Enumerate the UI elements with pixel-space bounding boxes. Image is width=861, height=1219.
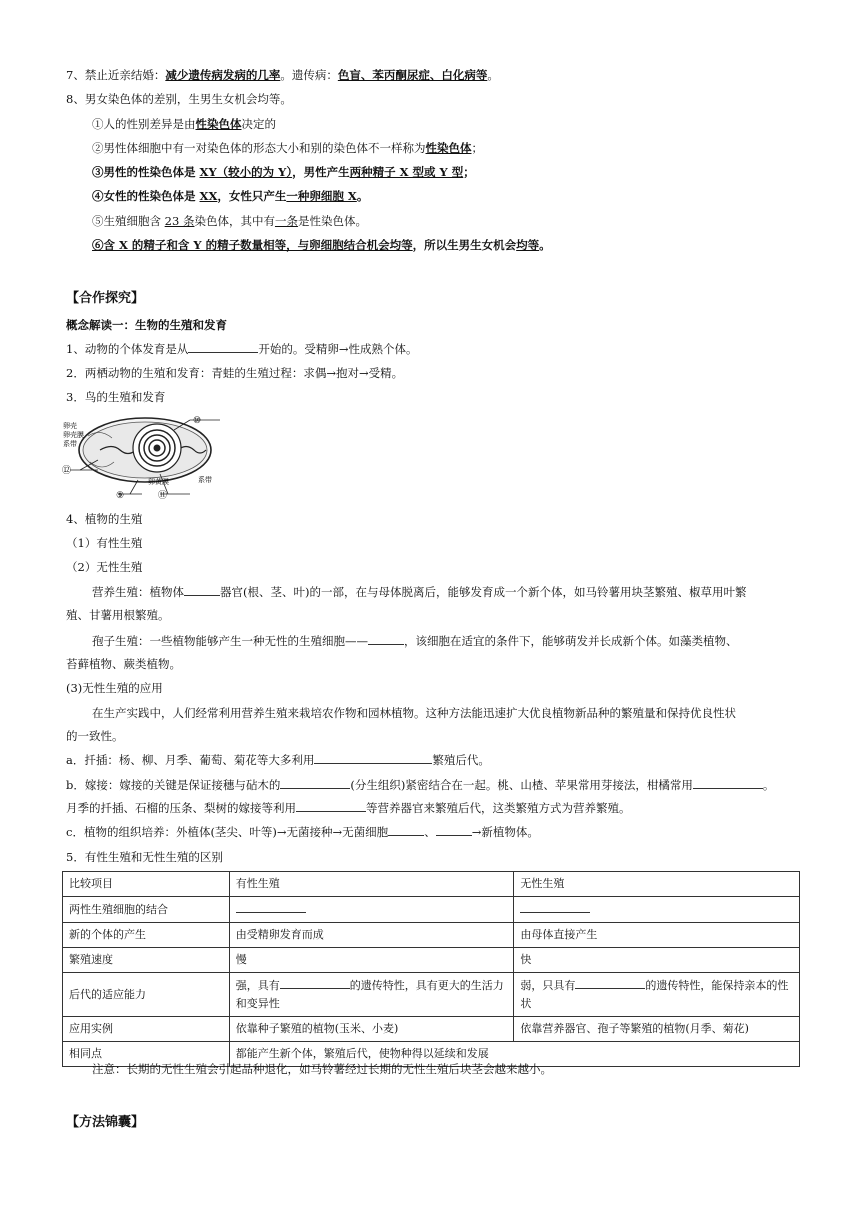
sub-5-answer-2: 一条 xyxy=(274,214,298,228)
sub-5 xyxy=(92,212,367,230)
sub-3-answer-1: XY（较小的为 Y） xyxy=(199,165,293,179)
item-7 xyxy=(66,66,499,84)
label-12: ⑫ xyxy=(62,466,72,476)
sub-4 xyxy=(92,187,368,205)
tissue-culture-sep: 、 xyxy=(424,825,436,839)
sub-5-mid: 染色体，其中有 xyxy=(194,214,275,228)
table-cell: 新的个体的产生 xyxy=(63,923,230,948)
label-10: ⑩ xyxy=(193,416,202,426)
blank[interactable] xyxy=(520,900,590,913)
blank[interactable] xyxy=(693,776,763,789)
spore-reproduction xyxy=(92,632,738,650)
blank[interactable] xyxy=(280,776,350,789)
section-heading-hezuo: 【合作探究】 xyxy=(66,291,145,306)
table-cell: 繁殖速度 xyxy=(63,948,230,973)
item-7-answer-a: 减少遗传病发病的几率 xyxy=(165,68,281,82)
tissue-culture xyxy=(66,823,539,841)
item-8: 8、男女染色体的差别，生男生女机会均等。 xyxy=(66,92,292,106)
table-row xyxy=(63,897,800,923)
sub-3-mid: ，男性产生 xyxy=(292,165,350,179)
para-5: 5．有性生殖和无性生殖的区别 xyxy=(66,850,223,864)
label-11: ⑪ xyxy=(158,491,168,501)
table-cell xyxy=(229,973,514,1017)
sub-6 xyxy=(92,236,551,254)
grafting-mid: (分生组织)紧密结合在一起。桃、山楂、苹果常用芽接法，柑橘常用 xyxy=(350,778,693,792)
label-shell: 卵壳 xyxy=(63,422,77,430)
veg-post: 器官(根、茎、叶)的一部，在与母体脱离后，能够发育成一个新个体，如马铃薯用块茎繁殖、椒草用叶繁 xyxy=(220,585,747,599)
blank[interactable] xyxy=(280,976,350,989)
blank[interactable] xyxy=(436,823,472,836)
table-cell: 相同点 xyxy=(63,1042,230,1067)
para-3: 3．鸟的生殖和发育 xyxy=(66,390,166,404)
table-cell: 无性生殖 xyxy=(514,872,800,897)
table-cell: 依靠营养器官、孢子等繁殖的植物(月季、菊花) xyxy=(514,1017,800,1042)
sub-2-pre: ②男性体细胞中有一对染色体的形态大小和别的染色体不一样称为 xyxy=(92,141,426,155)
table-row xyxy=(63,1017,800,1042)
sub-3-post: ； xyxy=(463,165,475,179)
item-7-prefix: 7、禁止近亲结婚： xyxy=(66,68,166,82)
table-row xyxy=(63,948,800,973)
blank[interactable] xyxy=(314,751,432,764)
concept-heading: 概念解读一：生物的生殖和发育 xyxy=(66,318,227,332)
label-9: ⑨ xyxy=(116,491,125,501)
sub-3-answer-2: 两种精子 X 型或 Y 型 xyxy=(349,165,464,179)
sub-5-pre: ⑤生殖细胞含 xyxy=(92,214,165,228)
sub-4-mid: ，女性只产生 xyxy=(217,189,287,203)
grafting-cont-pre: 月季的扦插、石榴的压条、梨树的嫁接等利用 xyxy=(66,801,296,815)
cutting-pre: a．扦插：杨、柳、月季、葡萄、菊花等大多利用 xyxy=(66,753,315,767)
sub-2 xyxy=(92,139,483,157)
sub-3-pre: ③男性的性染色体是 xyxy=(92,165,200,179)
sub-2-answer: 性染色体 xyxy=(425,141,472,155)
table-cell: 快 xyxy=(514,948,800,973)
spore-pre: 孢子生殖：一些植物能够产生一种无性的生殖细胞—— xyxy=(92,634,368,648)
cell-text: 弱，只具有 xyxy=(520,979,576,992)
blank[interactable] xyxy=(575,976,645,989)
table-cell: 由母体直接产生 xyxy=(514,923,800,948)
label-shell-membrane: 卵壳膜 xyxy=(63,431,84,439)
sub-6-answer-1: ⑥含 X 的精子和含 Y 的精子数量相等，与卵细胞结合机会均等 xyxy=(92,238,413,252)
blank[interactable] xyxy=(388,823,424,836)
para-4-1: （1）有性生殖 xyxy=(66,536,143,550)
grafting-pre: b．嫁接：嫁接的关键是保证接穗与砧木的 xyxy=(66,778,281,792)
grafting-end: 。 xyxy=(762,778,775,792)
sub-1-post: 决定的 xyxy=(241,117,276,131)
sub-1-answer: 性染色体 xyxy=(195,117,242,131)
label-chalaza: 系带 xyxy=(198,476,212,484)
spore-post: ，该细胞在适宜的条件下，能够萌发并长成新个体。如藻类植物、 xyxy=(404,634,738,648)
sub-4-post: 。 xyxy=(356,189,369,203)
item-7-answer-b: 色盲、苯丙酮尿症、白化病等 xyxy=(337,68,488,82)
tissue-culture-post: →新植物体。 xyxy=(471,825,539,839)
blank[interactable] xyxy=(236,900,306,913)
blank[interactable] xyxy=(368,632,404,645)
application-para: 在生产实践中，人们经常利用营养生殖来栽培农作物和园林植物。这种方法能迅速扩大优良植物新品种的繁殖量和保持优良性状 xyxy=(92,706,736,720)
sub-4-pre: ④女性的性染色体是 xyxy=(92,189,200,203)
item-7-mid: 。遗传病： xyxy=(280,68,338,82)
table-cell: 都能产生新个体，繁殖后代，使物种得以延续和发展 xyxy=(229,1042,799,1067)
label-chalaza-left: 系带 xyxy=(63,440,77,448)
sub-5-answer-1: 23 条 xyxy=(164,214,195,228)
sub-4-answer-1: XX xyxy=(199,189,218,203)
sub-2-post: ； xyxy=(471,141,483,155)
para-1-pre: 1、动物的个体发育是从 xyxy=(66,342,189,356)
grafting xyxy=(66,776,774,794)
cutting xyxy=(66,751,490,769)
bird-egg-diagram xyxy=(60,410,230,502)
table-cell: 有性生殖 xyxy=(229,872,514,897)
table-cell: 比较项目 xyxy=(63,872,230,897)
application-para-cont: 的一致性。 xyxy=(66,729,124,743)
item-7-end: 。 xyxy=(487,68,499,82)
veg-reproduction-cont: 殖、甘薯用根繁殖。 xyxy=(66,608,170,622)
sub-1-pre: ①人的性别差异是由 xyxy=(92,117,196,131)
table-cell: 应用实例 xyxy=(63,1017,230,1042)
yolk-center xyxy=(154,445,161,452)
section-heading-fangfa: 【方法锦囊】 xyxy=(66,1115,145,1130)
veg-reproduction xyxy=(92,583,746,601)
spore-reproduction-cont: 苔藓植物、蕨类植物。 xyxy=(66,657,181,671)
label-yolk-membrane: 卵黄膜 xyxy=(148,478,169,486)
para-4-2: （2）无性生殖 xyxy=(66,560,143,574)
cutting-post: 繁殖后代。 xyxy=(432,753,490,767)
table-cell: 两性生殖细胞的结合 xyxy=(63,897,230,923)
comparison-table xyxy=(62,871,800,1067)
para-2: 2．两栖动物的生殖和发育：青蛙的生殖过程：求偶→抱对→受精。 xyxy=(66,366,404,380)
sub-6-mid: ，所以生男生女机会 xyxy=(412,238,517,252)
sub-6-post: 。 xyxy=(539,238,551,252)
para-4: 4、植物的生殖 xyxy=(66,512,143,526)
table-row xyxy=(63,923,800,948)
sub-6-answer-2: 均等 xyxy=(516,238,540,252)
table-cell: 由受精卵发育而成 xyxy=(229,923,514,948)
grafting-cont-post: 等营养器官来繁殖后代，这类繁殖方式为营养繁殖。 xyxy=(366,801,631,815)
para-4-3: (3)无性生殖的应用 xyxy=(66,681,163,695)
veg-pre: 营养生殖：植物体 xyxy=(92,585,184,599)
table-cell: 后代的适应能力 xyxy=(63,973,230,1017)
table-cell: 依靠种子繁殖的植物(玉米、小麦) xyxy=(229,1017,514,1042)
note: 注意：长期的无性生殖会引起品种退化，如马铃薯经过长期的无性生殖后块茎会越来越小。 xyxy=(92,1062,552,1076)
para-1 xyxy=(66,340,417,358)
table-cell xyxy=(229,897,514,923)
blank[interactable] xyxy=(188,340,258,353)
sub-3 xyxy=(92,163,475,181)
table-cell xyxy=(514,897,800,923)
table-cell xyxy=(514,973,800,1017)
grafting-cont xyxy=(66,799,631,817)
sub-5-post: 是性染色体。 xyxy=(297,214,367,228)
cell-text: 强，具有 xyxy=(235,979,280,992)
cell-text: 的遗传特性，具有更大的生活力和变异性 xyxy=(235,979,504,1010)
table-row xyxy=(63,872,800,897)
sub-4-answer-2: 一种卵细胞 X xyxy=(286,189,357,203)
table-row xyxy=(63,973,800,1017)
blank[interactable] xyxy=(296,799,366,812)
blank[interactable] xyxy=(184,583,220,596)
table-cell: 慢 xyxy=(229,948,514,973)
para-1-post: 开始的。受精卵→性成熟个体。 xyxy=(258,342,418,356)
cell-text: 的遗传特性，能保持亲本的性状 xyxy=(520,979,789,1010)
sub-1 xyxy=(92,115,276,133)
tissue-culture-pre: c．植物的组织培养：外植体(茎尖、叶等)→无菌接种→无菌细胞 xyxy=(66,825,389,839)
